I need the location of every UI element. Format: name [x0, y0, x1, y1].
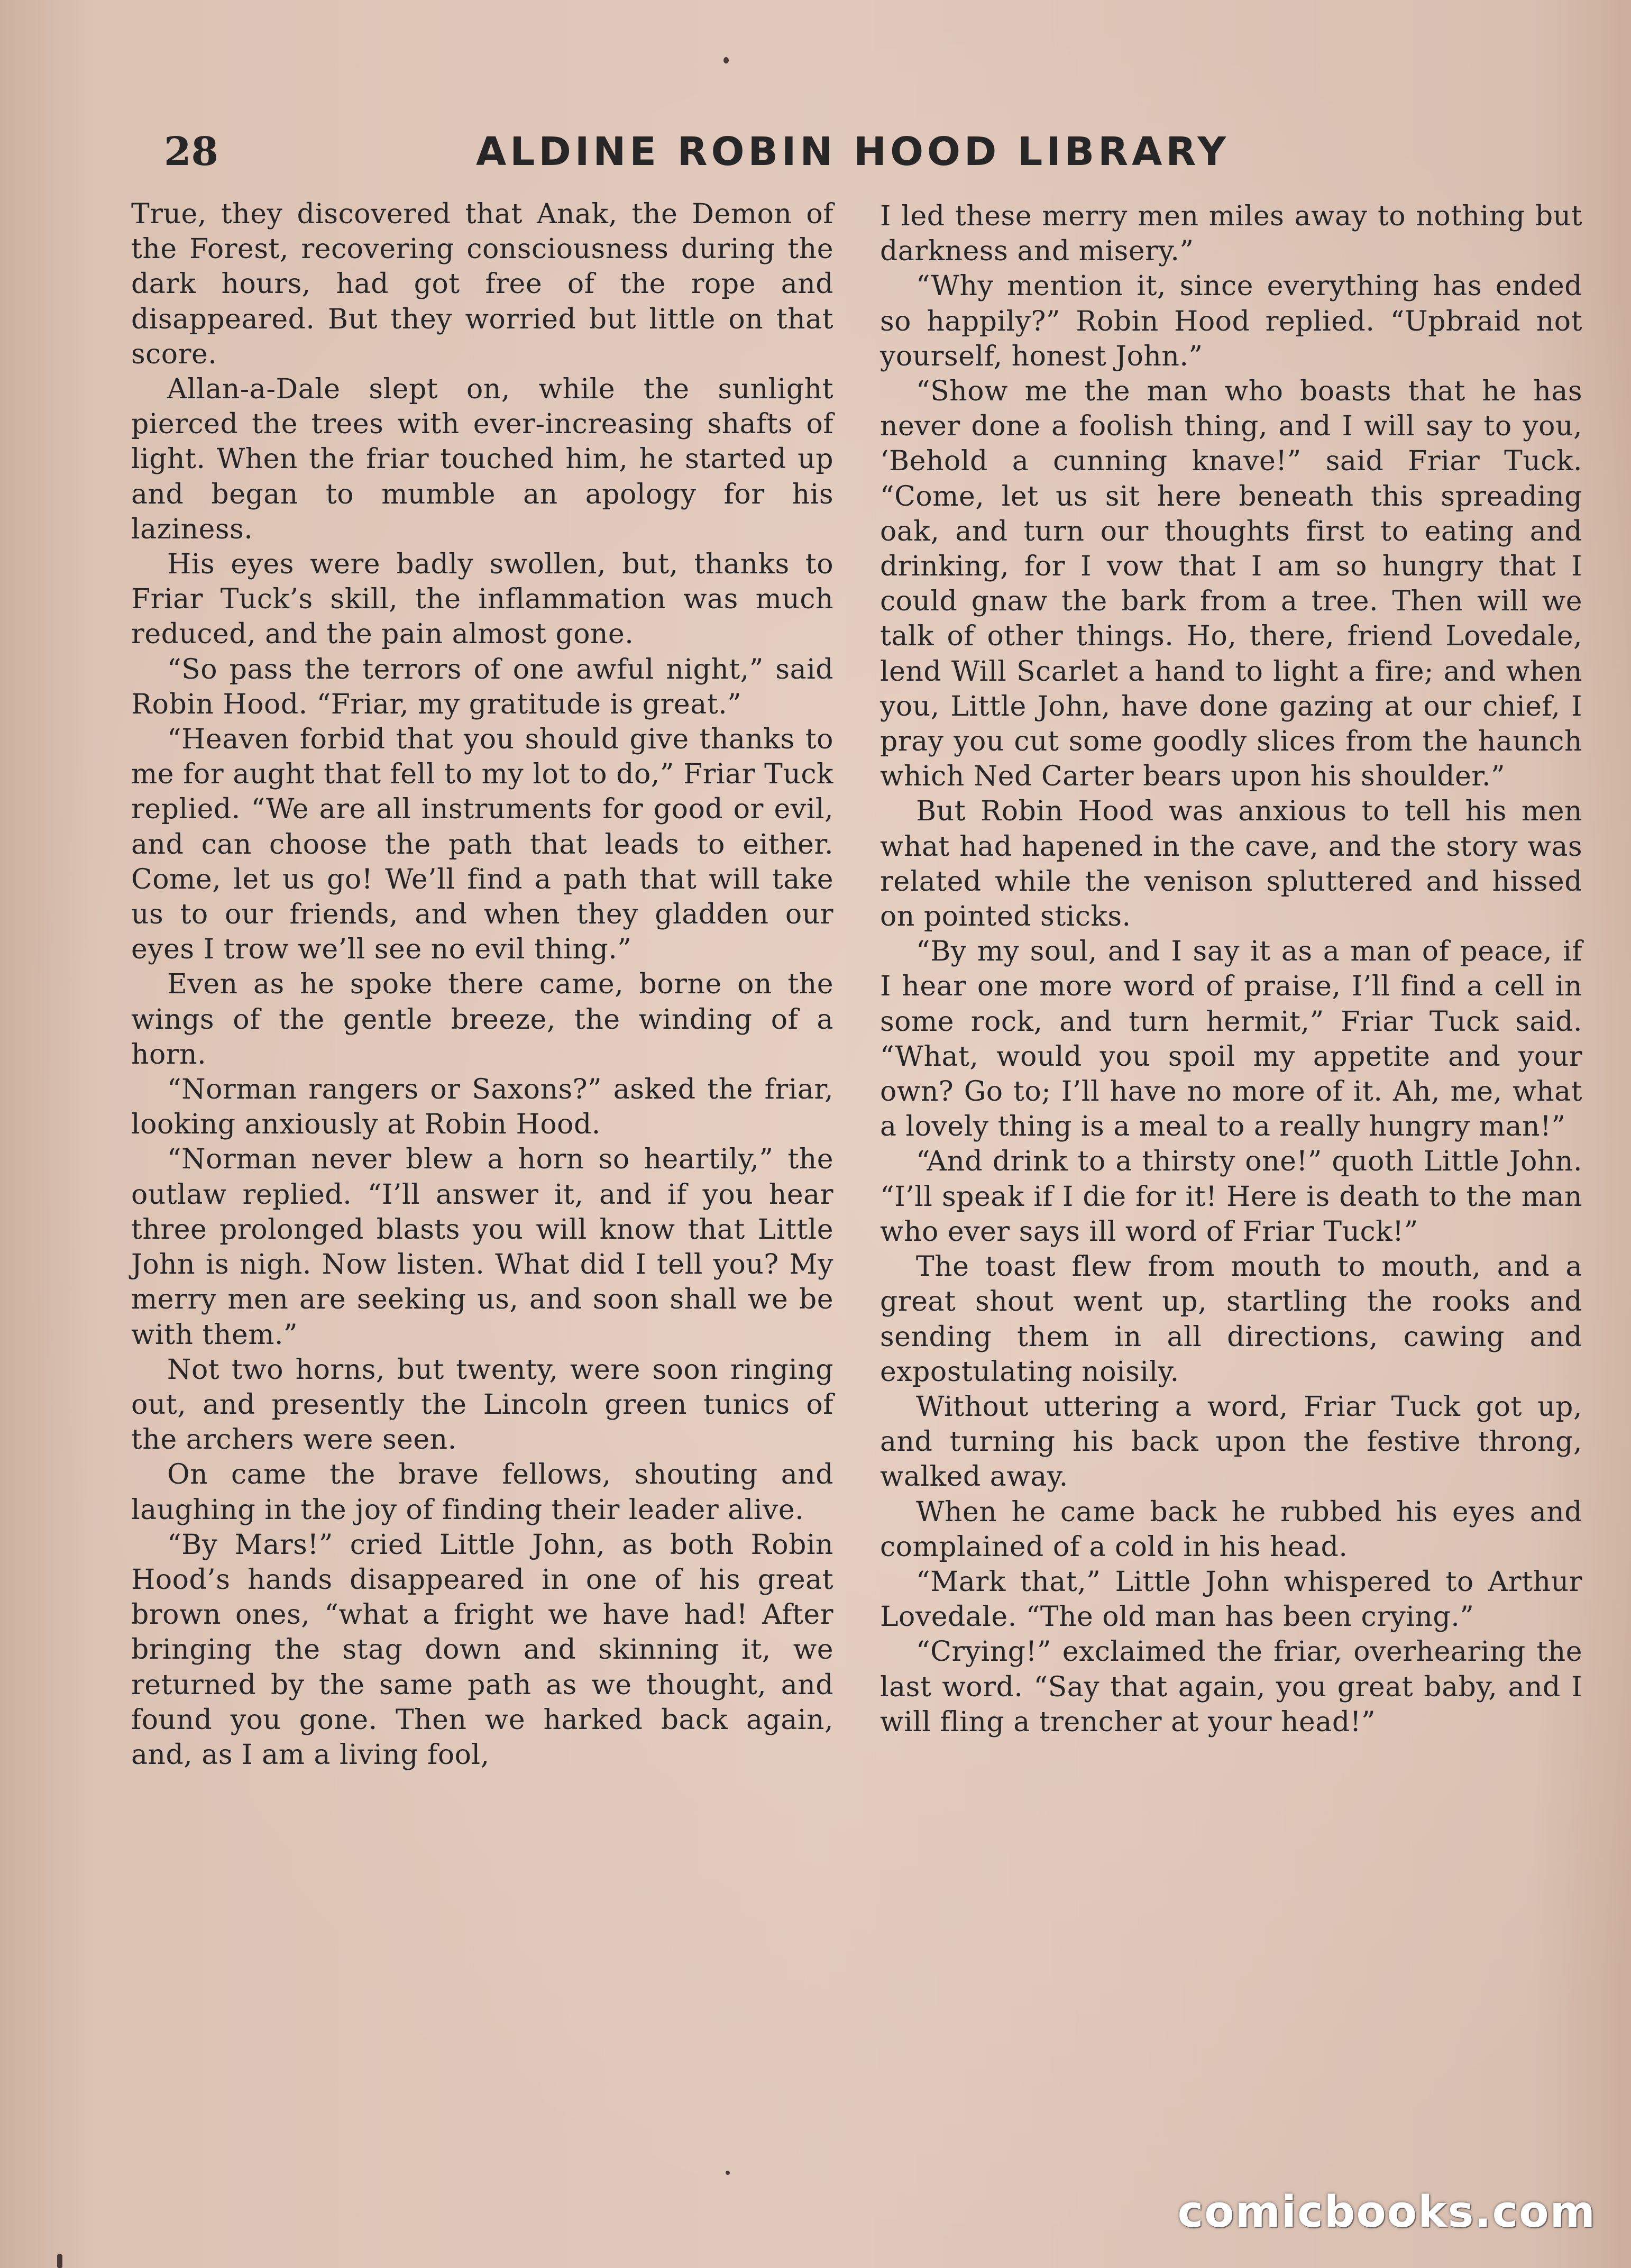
ink-speck	[726, 2171, 730, 2175]
paragraph: “Crying!” exclaimed the friar, overhearing the last word. “Say that again, you great baby, and I will fling a trencher at your head!”	[880, 1636, 1582, 1738]
paragraph: Allan-a-Dale slept on, while the sunlight pierced the trees with ever-increasing shafts of light. When the friar touched him, he started up and began to mumble an apology for his laziness.	[131, 373, 833, 545]
paragraph: But Robin Hood was anxious to tell his men what had hapened in the cave, and the story was related while the venison spluttered and hissed on pointed sticks.	[880, 795, 1582, 933]
paragraph: “Norman rangers or Saxons?” asked the friar, looking anxiously at Robin Hood.	[131, 1074, 833, 1141]
paragraph: “Mark that,” Little John whispered to Arthur Lovedale. “The old man has been crying.”	[880, 1566, 1582, 1633]
paragraph: “By my soul, and I say it as a man of peace, if I hear one more word of praise, I’ll find a cell in some rock, and turn hermit,” Friar Tuck said. “What, would you spoil my appetite and your own? Go to; I’ll have no more of it. Ah, me, what a lovely thing is a meal to a really hungry man!”	[880, 936, 1582, 1143]
paragraph: “By Mars!” cried Little John, as both Robin Hood’s hands disappeared in one of his great brown ones, “what a fright we have had! After bringing the stag down and skinning it, we returned by the same path as we thought, and found you gone. Then we harked back again, and, as I am a living fool,	[131, 1529, 833, 1771]
paragraph: His eyes were badly swollen, but, thanks to Friar Tuck’s skill, the inflammation was much reduced, and the pain almost gone.	[131, 548, 833, 651]
running-title: ALDINE ROBIN HOOD LIBRARY	[476, 129, 1230, 175]
paragraph: “Heaven forbid that you should give thanks to me for aught that fell to my lot to do,” Friar Tuck replied. “We are all instruments for good or evil, and can choose the path that leads to either. Come, let us go! We’ll find a path that will take us to our friends, and when they gladden our eyes I trow we’ll see no evil thing.”	[131, 724, 833, 966]
right-column	[880, 199, 1582, 1740]
page-header	[153, 123, 1243, 181]
left-column	[131, 197, 833, 1772]
paragraph: On came the brave fellows, shouting and laughing in the joy of finding their leader alive.	[131, 1459, 833, 1526]
paragraph: Without uttering a word, Friar Tuck got up, and turning his back upon the festive throng, walked away.	[880, 1391, 1582, 1493]
paragraph: Even as he spoke there came, borne on the wings of the gentle breeze, the winding of a horn.	[131, 968, 833, 1071]
site-watermark: comicbooks.com	[1177, 2187, 1596, 2237]
paragraph: “And drink to a thirsty one!” quoth Little John. “I’ll speak if I die for it! Here is death to the man who ever says ill word of Friar Tuck!”	[880, 1146, 1582, 1248]
ink-speck	[723, 57, 729, 63]
paragraph: When he came back he rubbed his eyes and complained of a cold in his head.	[880, 1496, 1582, 1563]
paragraph: “Norman never blew a horn so heartily,” the outlaw replied. “I’ll answer it, and if you hear three prolonged blasts you will know that Little John is nigh. Now listen. What did I tell you? My merry men are seeking us, and soon shall we be with them.”	[131, 1144, 833, 1351]
paragraph: “Why mention it, since everything has ended so happily?” Robin Hood replied. “Upbraid not yourself, honest John.”	[880, 270, 1582, 372]
paragraph: The toast flew from mouth to mouth, and a great shout went up, startling the rooks and sending them in all directions, cawing and expostulating noisily.	[880, 1251, 1582, 1388]
paragraph: Not two horns, but twenty, were soon ringing out, and presently the Lincoln green tunics of the archers were seen.	[131, 1354, 833, 1456]
paragraph: “So pass the terrors of one awful night,” said Robin Hood. “Friar, my gratitude is great.”	[131, 653, 833, 720]
paragraph: True, they discovered that Anak, the Demon of the Forest, recovering consciousness during the dark hours, had got free of the rope and disappeared. But they worried but little on that score.	[131, 198, 833, 370]
page-number: 28	[164, 129, 218, 175]
paragraph: “Show me the man who boasts that he has never done a foolish thing, and I will say to you, ‘Behold a cunning knave!” said Friar Tuck. “Come, let us sit here beneath this spreading oak, and turn our thoughts first to eating and drinking, for I vow that I am so hungry that I could gnaw the bark from a tree. Then will we talk of other things. Ho, there, friend Lovedale, lend Will Scarlet a hand to light a fire; and when you, Little John, have done gazing at our chief, I pray you cut some goodly slices from the haunch which Ned Carter bears upon his shoulder.”	[880, 376, 1582, 793]
paragraph: I led these merry men miles away to nothing but darkness and misery.”	[880, 200, 1582, 268]
ink-speck	[57, 2254, 62, 2268]
